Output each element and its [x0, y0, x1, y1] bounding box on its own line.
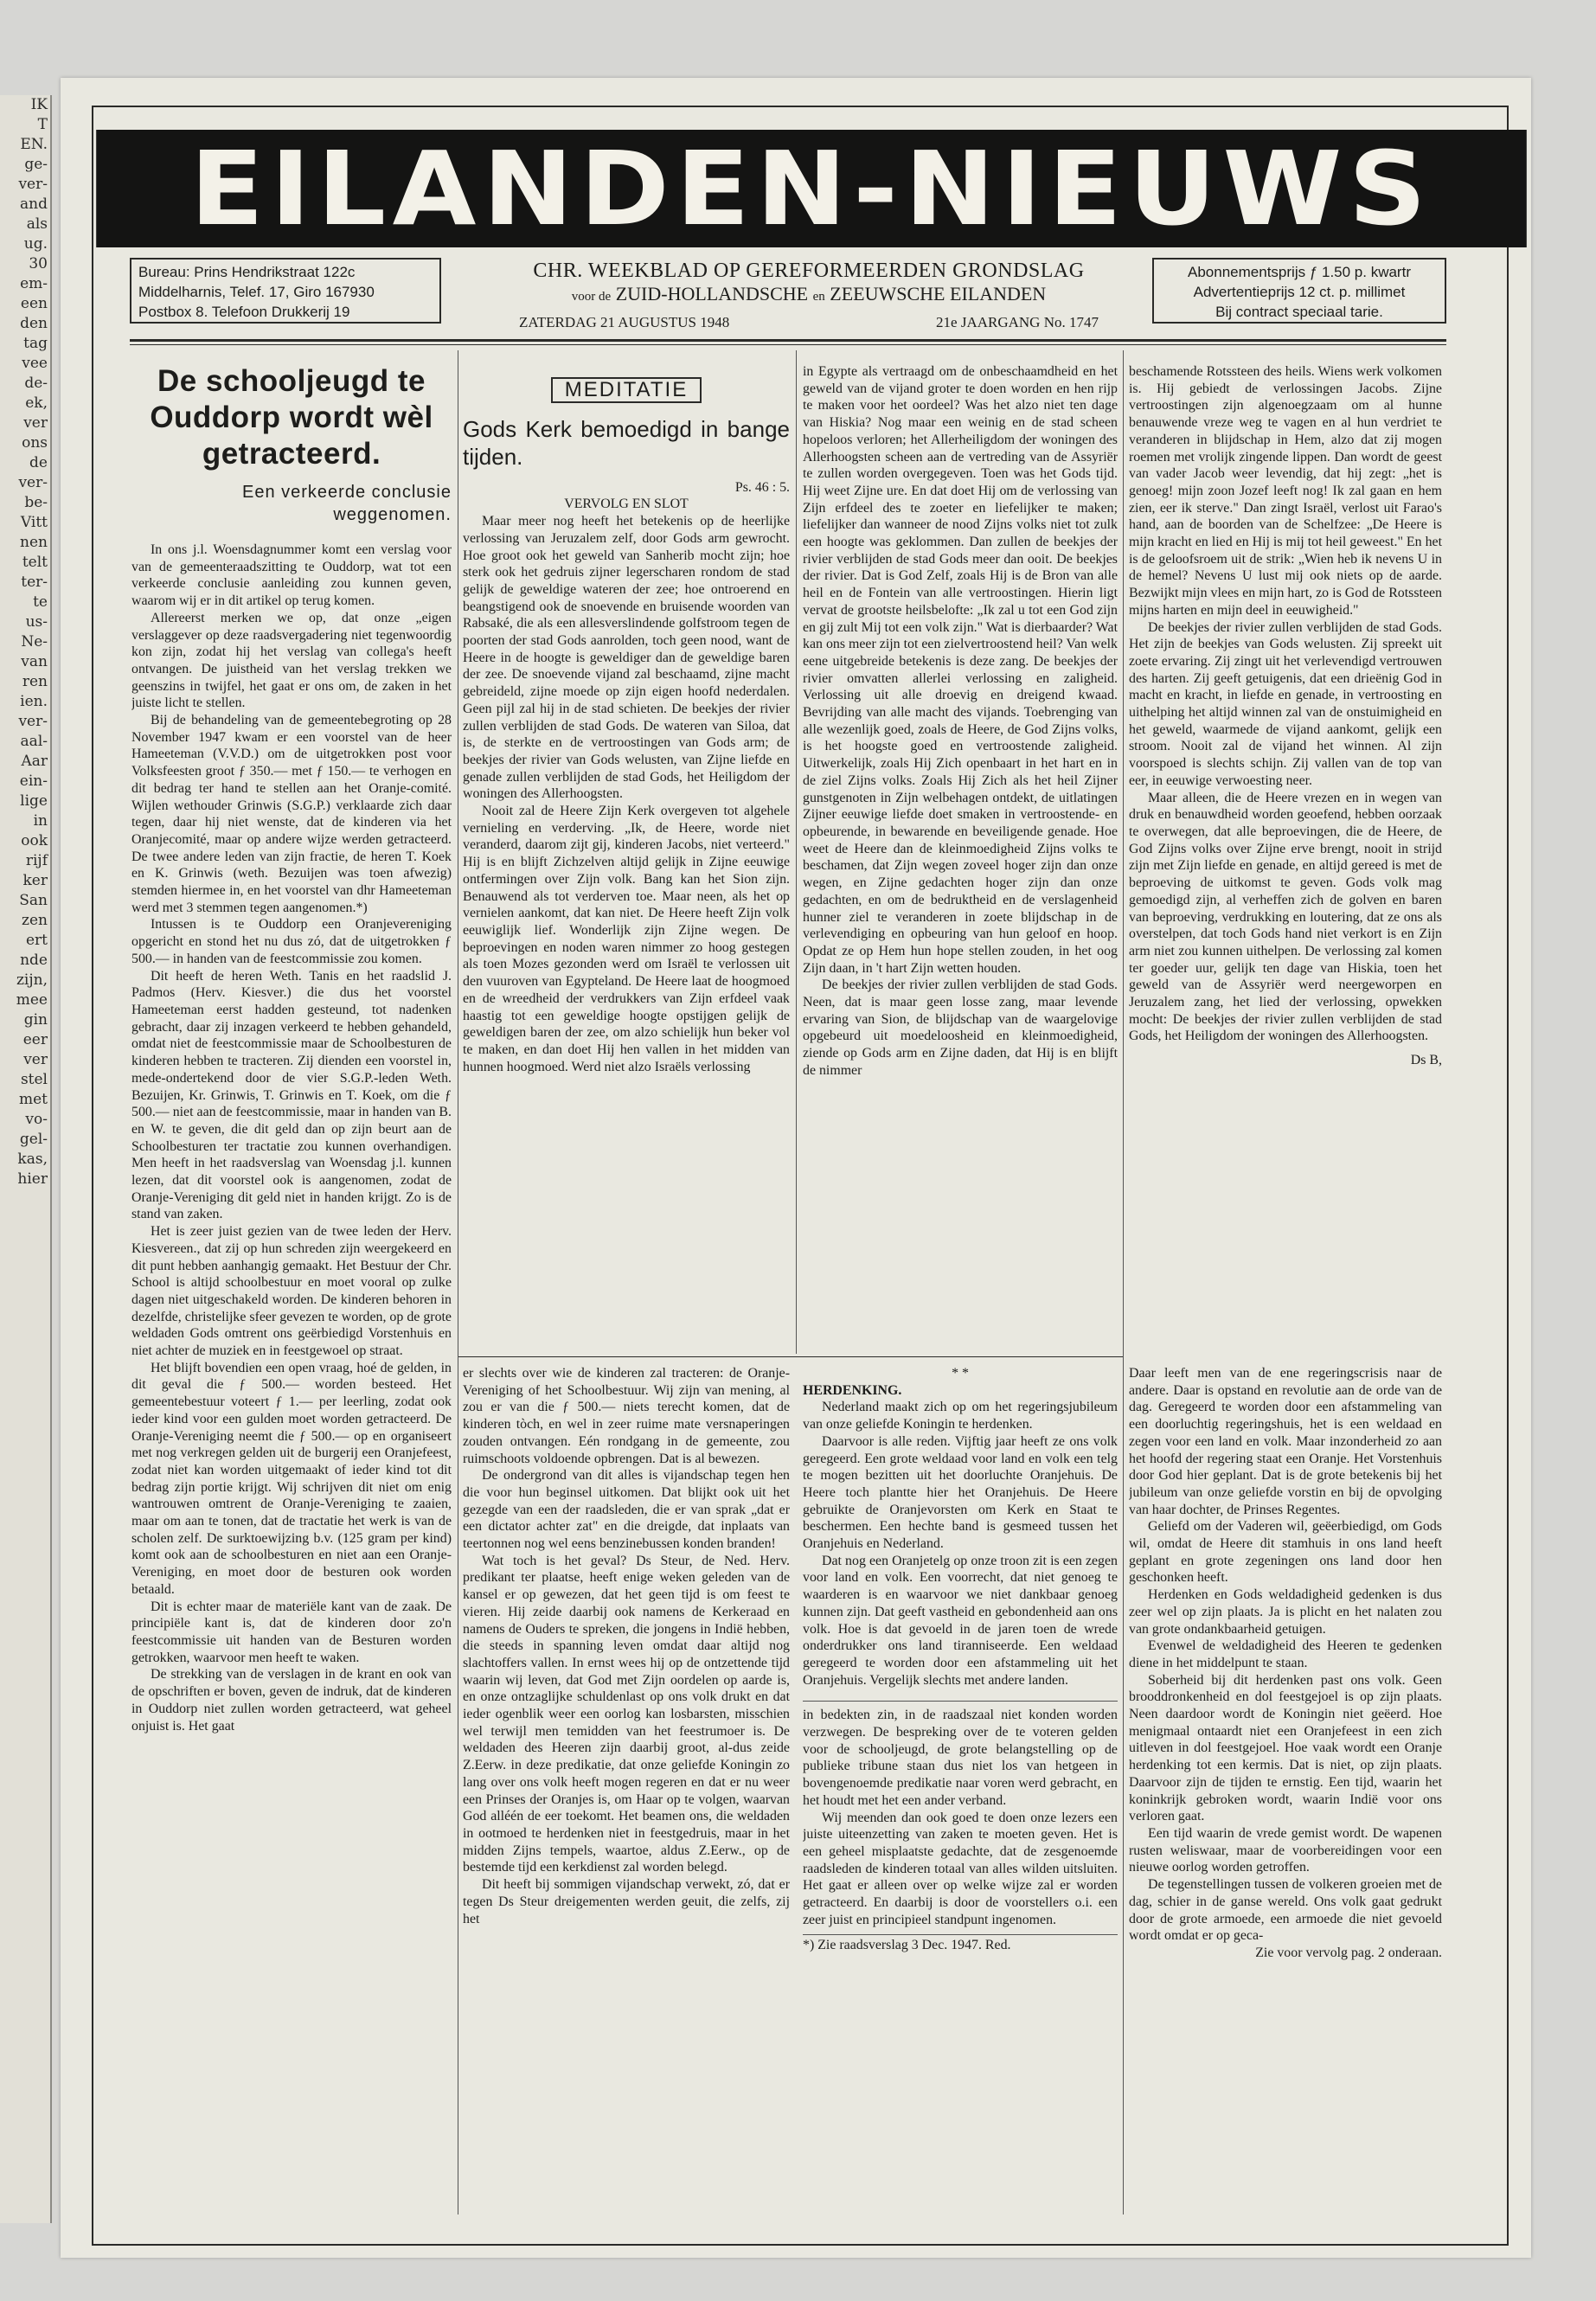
prev-page-fragment: lige: [20, 792, 48, 810]
subtitle-line-2: voor de ZUID-HOLLANDSCHE en ZEEUWSCHE EILANDEN: [571, 283, 1047, 304]
prev-page-fragment: us-: [25, 613, 48, 631]
column-rule: [1123, 350, 1124, 2214]
meditatie-column-4: [1129, 363, 1442, 1349]
paragraph: Dit is echter maar de materiële kant van de zaak. De principiële kant is, dat de kinderen door zo'n feestcommissie uit handen van de Besturen worden getrokken, waarvoor men heeft te waken.: [131, 1599, 452, 1665]
prev-page-fragment: zijn,: [16, 971, 48, 989]
prev-page-fragment: ons: [22, 434, 48, 452]
subscription-box: [1152, 258, 1446, 324]
paragraph: Intussen is te Ouddorp een Oranjevereniging opgericht en stond het nu dus zó, dat de uitgetrokken ƒ 500.— in handen van de feestcommissie zou komen.: [131, 917, 452, 966]
masthead-subtitle: [510, 260, 1107, 331]
prev-page-fragment: ein-: [19, 772, 48, 790]
paragraph: Maar meer nog heeft het betekenis op de heerlijke verlossing van Jeruzalem zelf, door Gods arm gewrocht. Hoe groot ook het geweld van Sanherib mocht zijn; hoe sterk ook het gedruis zijner legerscharen rondom de stad gelijk de geweldige wateren der zee; hoe ontroerend en beangstigend ook de snoevende en bruisende woorden van Rabsaké, die als een allesverslindende golfstroom tegen de poorten der stad Gods aanrolden, toch geen nood, want de Heere in de hoogte is geweldiger dan de geweldige baren der zee. De snoevende vijand zal beschaamd, zijne macht gebreideld, zijne moede op zijn eigen hoofd nederdalen. Geen pijl zal hij in de stad schieten. De beekjes der rivier zullen verblijden de stad Gods. De wateren van Siloa, dat is, de sterkte en de vertroostingen van Gods arm; de beekjes der rivier van Gods welusten, van Zijne liefde en genade zullen verblijden de stad Gods, het Heiligdom der woningen des Allerhoogsten.: [463, 514, 790, 802]
prev-page-fragment: in: [33, 812, 48, 830]
article-subhead: Een verkeerde conclusie weggenomen.: [241, 483, 452, 524]
paragraph: De ondergrond van dit alles is vijandschap tegen hen die voor hun beginsel uitkomen. Dat blijkt ook uit het gezegde van een der raadsleden, die er van sprak „dat er een dictator achter zat" en die dreigde, dat inplaats van teertonnen nog wel eens benzinebussen konden branden!: [463, 1468, 790, 1552]
prev-page-fragment: telt: [22, 554, 48, 571]
paragraph: Dat nog een Oranjetelg op onze troon zit is een zegen voor land en volk. Een voorrecht, dat niet genoeg te waarderen is en waarvoor we niet dankbaar genoeg kunnen zijn. Dat geeft vastheid en gebondenheid aan ons volk. Hoe is dat gevoeld in de jaren toen de wrede onderdrukker ons land tiranniseerde. Een weldaad geregeerd te worden door een afstammeling uit het Oranjehuis. Vergelijk slechts met andere landen.: [803, 1553, 1118, 1688]
paragraph: Nooit zal de Heere Zijn Kerk overgeven tot algehele vernieling en verderving. „Ik, de Heere, worde niet veranderd, daarom zijt gij, kinderen Jacobs, niet verteerd." Hij is en blijft Zichzelven altijd gelijk in Zijne eeuwige ontfermingen over Zijn volk. Bang kan het Sion zijn. Benauwend als tot verderven toe. Maar neen, als het op vernielen aankomt, dat kan niet. De Heere heeft Zijn volk eeuwiglijk lief. Wonderlijk zijn Zijne wegen. De beproevingen en noden waren nimmer zo hoog gestegen als toen Mozes gezonden werd om Israël te verlossen uit den vuuroven van Egypteland. De Heere laat de hoogmoed en de wreedheid der verdrukkers van Zijn erfdeel vaak haastig tot een geweldige hoogte opstijgen gelijk de geweldigen baren der zee, om alzo schielijk hun beker vol te maken, en dan doet Hij hen vallen in het midden van hunnen hoogmoed. Werd niet alzo Israëls verlossing: [463, 804, 790, 1074]
prev-page-fragment: te: [33, 593, 48, 611]
prev-page-fragment: gin: [23, 1011, 48, 1029]
prev-page-fragment: stel: [20, 1071, 48, 1088]
prev-page-fragment: de-: [24, 375, 48, 392]
paragraph: in Egypte als vertraagd om de onbeschaamdheid en het geweld van de vijand groter te doen worden en hen rijp te maken voor het oordeel? Was het alzo niet ten dage van Hiskia? Nog maar een weinig en de stad scheen hopeloos verloren; het Allerheiligdom der woningen des Allerhoogsten scheen aan de vertreding van de Assyriër te zullen worden overgegeven. Toen was het Gods tijd. Hij weet Zijne ure. En dat doet Hij om de verlossing van Zijn erfdeel des te zoeter en liefelijker te maken; liefelijker dan wanneer de nood Zijns volks niet tot zulk een hoogte was geklommen. Dan zullen de beekjes der rivier verblijden de stad Gods meer dan ooit. De beekjes der rivier. Dat is God Zelf, zoals Hij is de Bron van alle heil en de Fontein van alle vertroostingen. Hierin ligt vervat de grootste heilsbelofte: „Ik zal u tot een God zijn en gij zult Mij tot een volk zijn." Wat is dierbaarder? Wat kan ons meer zijn tot een zielvertroostend heil? Van welk eene uitgebreide betekenis is deze zang. De beekjes der rivier omvatten allerlei verlossing en zaligheid. Verlossing uit alle droevig en dreigend kwaad. Bevrijding van alle macht des vijands. Toebrenging van alle wezenlijk goed, zoals de Heere, de God Zijns volks, is het hoogste goed en vertroostende zaligheid. Uitwerkelijk, zoals Hij Zich openbaart in het hart en in de ziel Zijns volks. Zoals Hij Zich als het heil Zijner gunstgenoten in Zijn welbehagen ontdekt, de uitlatingen Zijner eeuwige liefde doet smaken in vertroostende- en opbeurende, in bewarende en beveiligende genade. Hoe weet de Heere dan de kleinmoedigheid Zijns volks te beschamen, dat Zijn wegen zoveel hoger zijn dan onze wegen, en Zijne gedachten hoger zijn dan onze gedachten, en om de bedruktheid en de verslagenheid hunner ziel te veranderen in zoete blijdschap in de verlevendiging en opbeuring van hun geloof en hoop. Opdat ze op Hem hun hope stellen zouden, in het oog Zijn daan, in 't hart Zijn wetten houden.: [803, 364, 1118, 976]
paragraph: Bij de behandeling van de gemeentebegroting op 28 November 1947 kwam er een voorstel van de heer Hameeteman (V.V.D.) om de uitgetrokken post voor Volksfeesten groot ƒ 350.— met ƒ 150.— te verhogen en dit bedrag ter hand te stellen aan het Oranje-comité. Wijlen wethouder Grinwis (S.G.P.) verklaarde zich daar tegen, daar hij niet wenste, dat de kinderen via het Oranjecomité, maar op andere wijze werden getracteerd. De twee andere leden van zijn fractie, de heren T. Koek en K. Grinwis (weth. Bezuijen was toen afwezig) stemden hiermee in, en het voorstel van dhr Hameeteman werd met 3 stemmen tegen aangenomen.*): [131, 713, 452, 915]
bureau-line: Postbox 8. Telefoon Drukkerij 19: [138, 304, 350, 320]
prev-page-fragment: gel-: [19, 1131, 48, 1148]
paragraph: De beekjes der rivier zullen verblijden de stad Gods. Het zijn de beekjes van Gods welusten. Zij spreekt uit zoete ervaring. Zij zingt uit het verlevendigd vertrouwen des harten. Zij geeft getuigenis, dat een drieënig God in macht en kracht, in liefde en genade, in vertroosting en uithelping het altijd winnen zal van de onstuimigheid en het geweld, waarmede de vijand aankomt, gelijk een stroom. Nooit zal de vijand het winnen. Al zijn voorspoed is slechts schijn. Zij vallen van de top van eer, in eeuwige verwoesting neer.: [1129, 619, 1442, 788]
paragraph: Allereerst merken we op, dat onze „eigen verslaggever op deze raadsvergadering niet tegenwoordig kon zijn, zodat hij het verslag van collega's heeft ontvangen. De juistheid van het verslag trekken we geenszins in twijfel, het gaat er ons om, de zaken in het juiste licht te stellen.: [131, 610, 452, 711]
issue-line: [510, 314, 1107, 331]
prev-page-fragment: ook: [21, 832, 48, 849]
previous-page-edge: [0, 95, 52, 2223]
prev-page-fragment: een: [20, 295, 48, 312]
prev-page-fragment: ren: [22, 673, 48, 690]
paragraph: Herdenken en Gods weldadigheid gedenken is dus zeer wel op zijn plaats. Ja is plicht en het nalaten zou van grote ondankbaarheid getuigen.: [1129, 1587, 1442, 1637]
separator-stars: * *: [952, 1366, 969, 1381]
masthead-rule: [130, 339, 1446, 342]
article-headline: De schooljeugd te Ouddorp wordt wèl getracteerd.: [150, 364, 433, 471]
prev-page-fragment: rijf: [25, 852, 48, 869]
prev-page-fragment: kas,: [17, 1150, 48, 1168]
herdenking-column-4: [1129, 1365, 1442, 2230]
signature: Ds B,: [1410, 1053, 1442, 1068]
paragraph: De beekjes der rivier zullen verblijden de stad Gods. Neen, dat is maar geen losse zang, maar levende ervaring van Sion, de blijdschap van de waargelovige opgebeurd uit moedeloosheid en kleinmoedigheid, ziende op Gods arm en Zijne daden, dat Hij is en blijft de nimmer: [803, 977, 1118, 1078]
paragraph: Het is zeer juist gezien van de twee leden der Herv. Kiesvereen., dat zij op hun schreden zijn weergekeerd en dit punt hebben aanhangig gemaakt. Het Bestuur der Chr. School is altijd schoolbestuur en moet vooral op zulke dagen niet uitgeschakeld worden. De kinderen behoren in dezelfde, christelijke sfeer gevezen te worden, op de grote weldaden Gods omtrent ons geërbiedigd Vorstenhuis en niet achter de muziek en in feestgewoel op straat.: [131, 1224, 452, 1359]
prev-page-fragment: eer: [22, 1031, 48, 1048]
paragraph: Daar leeft men van de ene regeringscrisis naar de andere. Daar is opstand en revolutie aan de orde van de dag. Geregeerd te worden door een afstammeling van een doorluchtig regeringshuis, het is een weldaad en zegen voor een land en volk. Maar inzonderheid zo aan het hoofd der regering staat een Oranje. Het Vorstenhuis door God hier geplant. Dat is de grote betekenis bij het jubileum van onze geliefde vorstin en bij de opvolging van haar dochter, de Prinses Regentes.: [1129, 1366, 1442, 1517]
prev-page-fragment: van: [21, 653, 48, 670]
prev-page-fragment: tag: [23, 335, 48, 352]
prev-page-fragment: IK: [30, 96, 48, 113]
prev-page-fragment: den: [20, 315, 48, 332]
paragraph: Wat toch is het geval? Ds Steur, de Ned. Herv. predikant ter plaatse, heeft enige weken geleden van de kansel er op gewezen, dat het geen tijd is om feest te vieren. Hij zeide daarbij ook namens de Kerkeraad en namens de Ouders te spreken, die jongens in Indië hebben, die steeds in spanning leven omdat daar altijd nog slachtoffers vallen. In ernst wees hij op de ontzettende tijd waarin wij leven, dat God met Zijn oordelen op aarde is, en onze ontzaglijke schuldenlast op ons volk drukt en dat ieder ogenblik weer een oorlog kan losbarsten, misschien wel terwijl men temidden van het feestrumoer is. De weldaden des Heeren zijn daarbij groot, al-dus zeide Z.Eerw. in deze predikatie, dat onze geliefde Koningin zo lang over ons volk heeft mogen regeren en dat er nu weer een Prinses der Oranjes is, om Haar op te volgen, waarvan God alléén de eer toekomt. Het beamen ons, die weldaden in ootmoed te herdenken niet in feestgedruis, maar in het midden Zijns tempels, waartoe, aldus Z.Eerw., op de bestemde tijd een kerkdienst zal worden belegd.: [463, 1553, 790, 1875]
paragraph: De tegenstellingen tussen de volkeren groeien met de dag, schier in de ganse wereld. Ons volk gaat gedrukt door de grote armoede, een armoede die niet gevoeld wordt omdat er op geca-: [1129, 1877, 1442, 1944]
prev-page-fragment: nen: [20, 534, 48, 551]
paragraph: Soberheid bij dit herdenken past ons volk. Geen brooddronkenheid en dol feestgejoel is op zijn plaats. Neen daardoor wordt de Koningin niet geëerd. Hoe menigmaal ontaardt niet een Oranjefeest in een zich uitleven in dol feestgejoel. Hoe vaak wordt een Oranje herdenking tot een kermis. Dat is niet, op zijn plaats. Daarvoor zijn de tijden te ernstig. Een tijd, waarin het koninkrijk gebroken wordt, waarin Indië voor ons verloren gaat.: [1129, 1672, 1442, 1824]
prev-page-fragment: mee: [16, 991, 48, 1009]
paragraph: Het blijft bovendien een open vraag, hoé de gelden, in dit geval die ƒ 500.— worden besteed. Het gemeentebestuur voteert ƒ 1.— per leerling, zodat ook ieder kind voor een gulden moet worden getracteerd. De Oranje-Vereniging neemt die ƒ 500.— op en organiseert met nog verkregen gelden uit de burgerij een Oranjefeest, zodat niet kan worden uitgemaakt of ieder kind tot dit bedrag zijn portie krijgt. Wij schrijven dit niet om enig wantrouwen omtrent de Oranje-Vereniging te zaaien, maar om aan te tonen, dat de tractatie het werk is van de scholen zelf. De surktoewijzing b.v. (125 gram per kind) komt ook aan de schoolbesturen en niet aan een Oranje-Vereniging, en moet door de besturen ook worden betaald.: [131, 1360, 452, 1597]
prev-page-fragment: ter-: [21, 574, 48, 591]
prev-page-fragment: Aar: [21, 753, 48, 770]
prev-page-fragment: be-: [24, 494, 48, 511]
paragraph: Evenwel de weldadigheid des Heeren te gedenken diene in het middelpunt te staan.: [1129, 1638, 1442, 1670]
prev-page-fragment: ver-: [18, 176, 48, 193]
prev-page-fragment: and: [20, 195, 48, 213]
herdenking-title: HERDENKING.: [803, 1382, 902, 1398]
prev-page-fragment: ek,: [25, 394, 48, 412]
meditatie-title: Gods Kerk bemoedigd in bange tijden.: [463, 415, 790, 470]
herdenking-column: [803, 1365, 1118, 2230]
prev-page-fragment: zen: [22, 912, 48, 929]
paragraph: Wij meenden dan ook goed te doen onze lezers een juiste uiteenzetting van zaken te moeten geven. Het is een geheel misplaatste gedachte, dat de zesgenoemde raadsleden de kinderen totaal van alles wilden uitsluiten. Het gaat er alleen over op welke wijze zal er worden getracteerd. En daarbij is door de voorstellers o.i. een zeer juist en principieel standpunt ingenomen.: [803, 1810, 1118, 1927]
prev-page-fragment: ver: [23, 1051, 48, 1068]
meditatie-label: MEDITATIE: [551, 377, 702, 403]
issue-date: ZATERDAG 21 AUGUSTUS 1948: [519, 314, 730, 330]
footnote: *) Zie raadsverslag 3 Dec. 1947. Red.: [803, 1937, 1011, 1952]
paragraph: Dit heeft bij sommigen vijandschap verwekt, zó, dat er tegen Ds Steur dreigementen werden geuit, die zelfs, zij het: [463, 1877, 790, 1926]
newspaper-title: EILANDEN-NIEUWS: [96, 130, 1527, 247]
paragraph: Geliefd om der Vaderen wil, geëerbiedigd, om Gods wil, omdat de Heere dit stamhuis in ons land heeft geplant en grote zegeningen ons land door hen geschonken heeft.: [1129, 1519, 1442, 1586]
article-column-1: [131, 363, 452, 2236]
subscription-line: Advertentieprijs 12 ct. p. millimet: [1193, 284, 1406, 300]
prev-page-fragment: ker: [22, 872, 48, 889]
prev-page-fragment: ver-: [18, 474, 48, 491]
prev-page-fragment: de: [29, 454, 48, 471]
paragraph: er slechts over wie de kinderen zal tracteren: de Oranje-Vereniging of het Schoolbestuur. Wij zijn van mening, al zou er van die ƒ 500.— niets terecht komen, dat de kinderen tòch, en wel in zeer ruime mate versnaperingen zouden ontvangen. Eén rondgang in de gemeente, zou ruimschoots voldoende opbrengen. Dat is al bewezen.: [463, 1366, 790, 1466]
masthead-rule-thin: [130, 344, 1446, 345]
prev-page-fragment: als: [26, 215, 48, 233]
subscription-line: Bij contract speciaal tarie.: [1215, 304, 1383, 320]
paragraph: Daarvoor is alle reden. Vijftig jaar heeft ze ons volk geregeerd. Een grote weldaad voor land en volk een telg te mogen bezitten uit het doorluchte Oranjehuis. De Heere toch plantte hier het Oranjehuis. De Heere gebruikte de Oranjevorsten om Kerk en Staat te beschermen. Een hechte band is gesmeed tussen het Oranjehuis en Nederland.: [803, 1433, 1118, 1552]
issue-number: 21e JAARGANG No. 1747: [936, 314, 1099, 330]
prev-page-fragment: ver-: [18, 713, 48, 730]
prev-page-fragment: ert: [25, 932, 48, 949]
bureau-line: Middelharnis, Telef. 17, Giro 167930: [138, 284, 375, 300]
paragraph: Een tijd waarin de vrede gemist wordt. De wapenen rusten weliswaar, maar de voorbereidingen voor een nieuwe oorlog worden getroffen.: [1129, 1825, 1442, 1875]
subtitle-line-1: CHR. WEEKBLAD OP GEREFORMEERDEN GRONDSLAG: [533, 260, 1085, 282]
prev-page-fragment: ver: [23, 414, 48, 432]
bureau-line: Bureau: Prins Hendrikstraat 122c: [138, 264, 356, 280]
column-rule: [796, 350, 797, 1354]
prev-page-fragment: EN.: [20, 136, 48, 153]
prev-page-fragment: vo-: [25, 1111, 48, 1128]
prev-page-fragment: aal-: [20, 733, 48, 750]
prev-page-fragment: hier: [17, 1170, 48, 1188]
prev-page-fragment: met: [18, 1091, 48, 1108]
meditatie-column: [463, 372, 790, 1349]
prev-page-fragment: ge-: [24, 156, 48, 173]
prev-page-fragment: em-: [20, 275, 48, 292]
prev-page-fragment: ien.: [20, 693, 48, 710]
meditatie-sub: VERVOLG EN SLOT: [564, 497, 689, 512]
subscription-line: Abonnementsprijs ƒ 1.50 p. kwartr: [1188, 264, 1411, 280]
prev-page-fragment: T: [37, 116, 48, 133]
paragraph: beschamende Rotssteen des heils. Wiens werk volkomen is. Hij gebiedt de verlossingen Jacobs. Zijne vertroostingen zijn algenoegzaam om al hunne benauwende vreze weg te vagen en al hun verdriet te veranderen in blijdschap in Hem, alzo dat zij mogen roemen met vrolijk zingende lippen. Dan wordt de geest van vader Jacob weer levendig, dat hij zegt: „het is genoeg! mijn zoon Jozef leeft nog! Ik zal gaan en hem zien, eer ik sterve." Dan zingt Israël, verlost uit Farao's hand, aan de boorden van de Schelfzee: „De Heere is mijn kracht en lied en Hij is mij tot heil geweest." En het is de geloofsroem uit de strik: „Wien heb ik nevens U in de hemel? Nevens U lust mij ook niets op de aarde. Bezwijkt mijn vlees en mijn hart, zo is God de Rotssteen mijns harten en mijn deel in eeuwigheid.": [1129, 364, 1442, 618]
paragraph: Maar alleen, die de Heere vrezen en in wegen van druk en benauwdheid worden geoefend, hebben oorzaak te overwegen, dat alle beproevingen, die de Heere, de God Zijns volks over Zijne erve brengt, nooit in strijd zijn met Zijn liefde en genade, en altijd gereed is met de beproeving de uitkomst te geven. Gods volk mag gemoedigd zijn, al verheffen zich de golven en baren van beproeving, verdrukking en loutering, dat ze ons als overstelpen, dat toch Gods hand niet verkort is en Zijn arm niet zou kunnen uithelpen. De verlossing zal komen ter goeder uur, gelijk ten dage van Hiskia, toen het geweld van de Assyriër werd neergeworpen en Jeruzalem zang, het lied der verlossing, opwekken mocht: De beekjes der rivier zullen verblijden de stad Gods, het Heiligdom der woningen des Allerhoogsten.: [1129, 790, 1442, 1044]
paragraph: De strekking van de verslagen in de krant en ook van de opschriften er boven, geven de indruk, dat de kinderen in Ouddorp niet zullen worden getracteerd, wat geheel onjuist is. Het gaat: [131, 1667, 452, 1734]
prev-page-fragment: vee: [22, 355, 48, 372]
article-continuation: [463, 1365, 790, 2230]
prev-page-fragment: San: [19, 892, 48, 909]
continued-note: Zie voor vervolg pag. 2 onderaan.: [1255, 1945, 1442, 1960]
paragraph: in bedekten zin, in de raadszaal niet konden worden verzwegen. De bespreking over de te voteren gelden voor de schooljeugd, de grote belangstelling op de publieke tribune staan dus niet los van hetgeen in bovengenoemde predikatie naar voren werd gebracht, en het houdt met het een ander verband.: [803, 1708, 1118, 1808]
paragraph: Dit heeft de heren Weth. Tanis en het raadslid J. Padmos (Herv. Kiesver.) die dus het voorstel Hameeteman eerst hadden gesteund, tot nadenken gebracht, daar zij inzagen verkeerd te hebben gehandeld, omdat niet de feestcommissie maar de Schoolbesturen de kinderen hebben te tracteren. Zij dienden een voorstel in, mede-ondertekend door de vier S.G.P.-leden Weth. Bezuijen, Kr. Grinwis, T. Grinwis en T. Koek, om die ƒ 500.— niet aan de feestcommissie, maar in handen van B. en W. te geven, die dit geld dan op zijn beurt aan de Schoolbesturen ter tractatie zou kunnen overhandigen. Men heeft in het raadsverslag van Woensdag j.l. kunnen lezen, dat dit voorstel ook is aangenomen, zodat de Oranje-Vereniging dit geld niet in handen krijgt. Zo is de stand van zaken.: [131, 968, 452, 1222]
prev-page-fragment: Ne-: [21, 633, 48, 651]
masthead: [130, 121, 1488, 330]
prev-page-fragment: ug.: [23, 235, 48, 253]
section-rule: [796, 1356, 797, 1357]
meditatie-column-3: [803, 363, 1118, 1349]
bureau-box: [130, 258, 441, 324]
prev-page-fragment: nde: [20, 952, 48, 969]
prev-page-fragment: 30: [29, 255, 48, 272]
paragraph: In ons j.l. Woensdagnummer komt een verslag voor van de gemeenteraadszitting te Ouddorp, wat tot een verkeerde conclusie aanleiding zou kunnen geven, waarom wij er in dit artikel op terug komen.: [131, 542, 452, 609]
section-rule: [458, 1356, 1123, 1357]
paragraph: Nederland maakt zich op om het regeringsjubileum van onze geliefde Koningin te herdenken.: [803, 1400, 1118, 1433]
bible-reference: Ps. 46 : 5.: [734, 479, 790, 495]
prev-page-fragment: Vitt: [20, 514, 48, 531]
